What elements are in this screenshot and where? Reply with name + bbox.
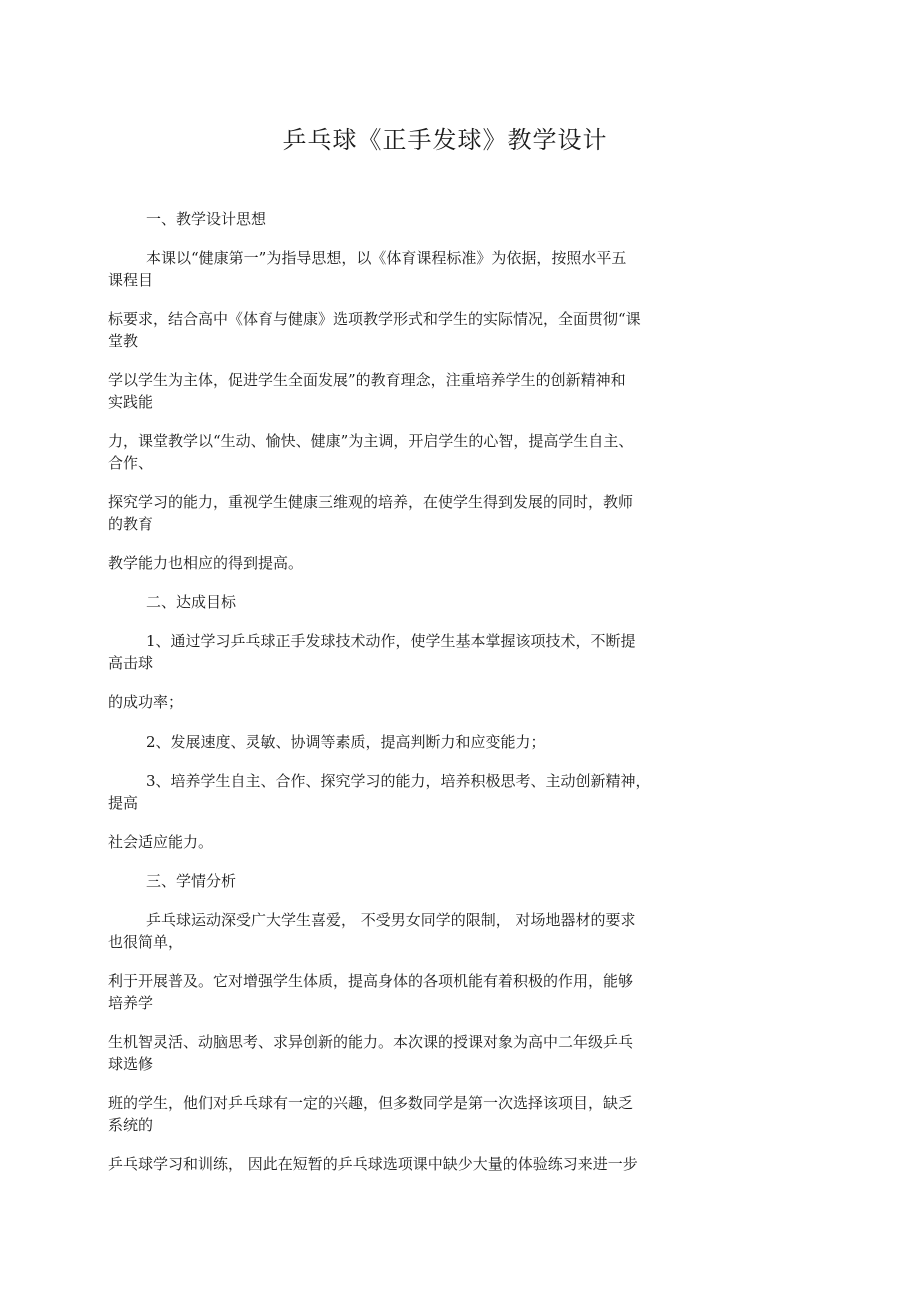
paragraph-line: 提高 xyxy=(108,794,139,812)
paragraph-line: 班的学生，他们对乒乓球有一定的兴趣，但多数同学是第一次选择该项目，缺乏 xyxy=(108,1094,634,1112)
paragraph-line: 系统的 xyxy=(108,1116,154,1134)
paragraph-line: 标要求，结合高中《体育与健康》选项教学形式和学生的实际情况，全面贯彻“课 xyxy=(108,310,641,328)
document-title: 乒乓球《正手发球》教学设计 xyxy=(282,126,608,154)
paragraph-line: 生机智灵活、动脑思考、求异创新的能力。本次课的授课对象为高中二年级乒乓 xyxy=(108,1033,634,1051)
paragraph-line: 高击球 xyxy=(108,654,154,672)
paragraph-line: 学以学生为主体，促进学生全面发展”的教育理念，注重培养学生的创新精神和 xyxy=(108,371,626,389)
paragraph-line: 的成功率； xyxy=(108,693,184,711)
paragraph-line: 课程目 xyxy=(108,271,154,289)
paragraph-line: 培养学 xyxy=(108,994,154,1012)
paragraph-line: 1、通过学习乒乓球正手发球技术动作，使学生基本掌握该项技术，不断提 xyxy=(146,632,636,650)
section-heading-2: 二、达成目标 xyxy=(146,593,237,611)
paragraph-line: 2、发展速度、灵敏、协调等素质，提高判断力和应变能力； xyxy=(146,733,546,751)
paragraph-line: 力，课堂教学以“生动、愉快、健康”为主调，开启学生的心智，提高学生自主、 xyxy=(108,432,634,450)
paragraph-line: 探究学习的能力，重视学生健康三维观的培养，在使学生得到发展的同时，教师 xyxy=(108,493,634,511)
paragraph-line: 利于开展普及。它对增强学生体质，提高身体的各项机能有着积极的作用，能够 xyxy=(108,972,634,990)
paragraph-line: 乒乓球运动深受广大学生喜爱， 不受男女同学的限制， 对场地器材的要求 xyxy=(146,911,636,929)
paragraph-line: 实践能 xyxy=(108,393,154,411)
paragraph-line: 乒乓球学习和训练， 因此在短暂的乒乓球选项课中缺少大量的体验练习来进一步 xyxy=(108,1155,638,1173)
paragraph-line: 本课以“健康第一”为指导思想，以《体育课程标准》为依据，按照水平五 xyxy=(146,249,627,267)
paragraph-line: 社会适应能力。 xyxy=(108,833,214,851)
paragraph-line: 堂教 xyxy=(108,332,139,350)
paragraph-line: 也很简单， xyxy=(108,933,184,951)
section-heading-1: 一、教学设计思想 xyxy=(146,210,267,228)
paragraph-line: 教学能力也相应的得到提高。 xyxy=(108,554,304,572)
paragraph-line: 3、培养学生自主、合作、探究学习的能力，培养积极思考、主动创新精神， xyxy=(146,772,651,790)
paragraph-line: 合作、 xyxy=(108,454,154,472)
paragraph-line: 球选修 xyxy=(108,1055,154,1073)
paragraph-line: 的教育 xyxy=(108,515,154,533)
section-heading-3: 三、学情分析 xyxy=(146,872,237,890)
